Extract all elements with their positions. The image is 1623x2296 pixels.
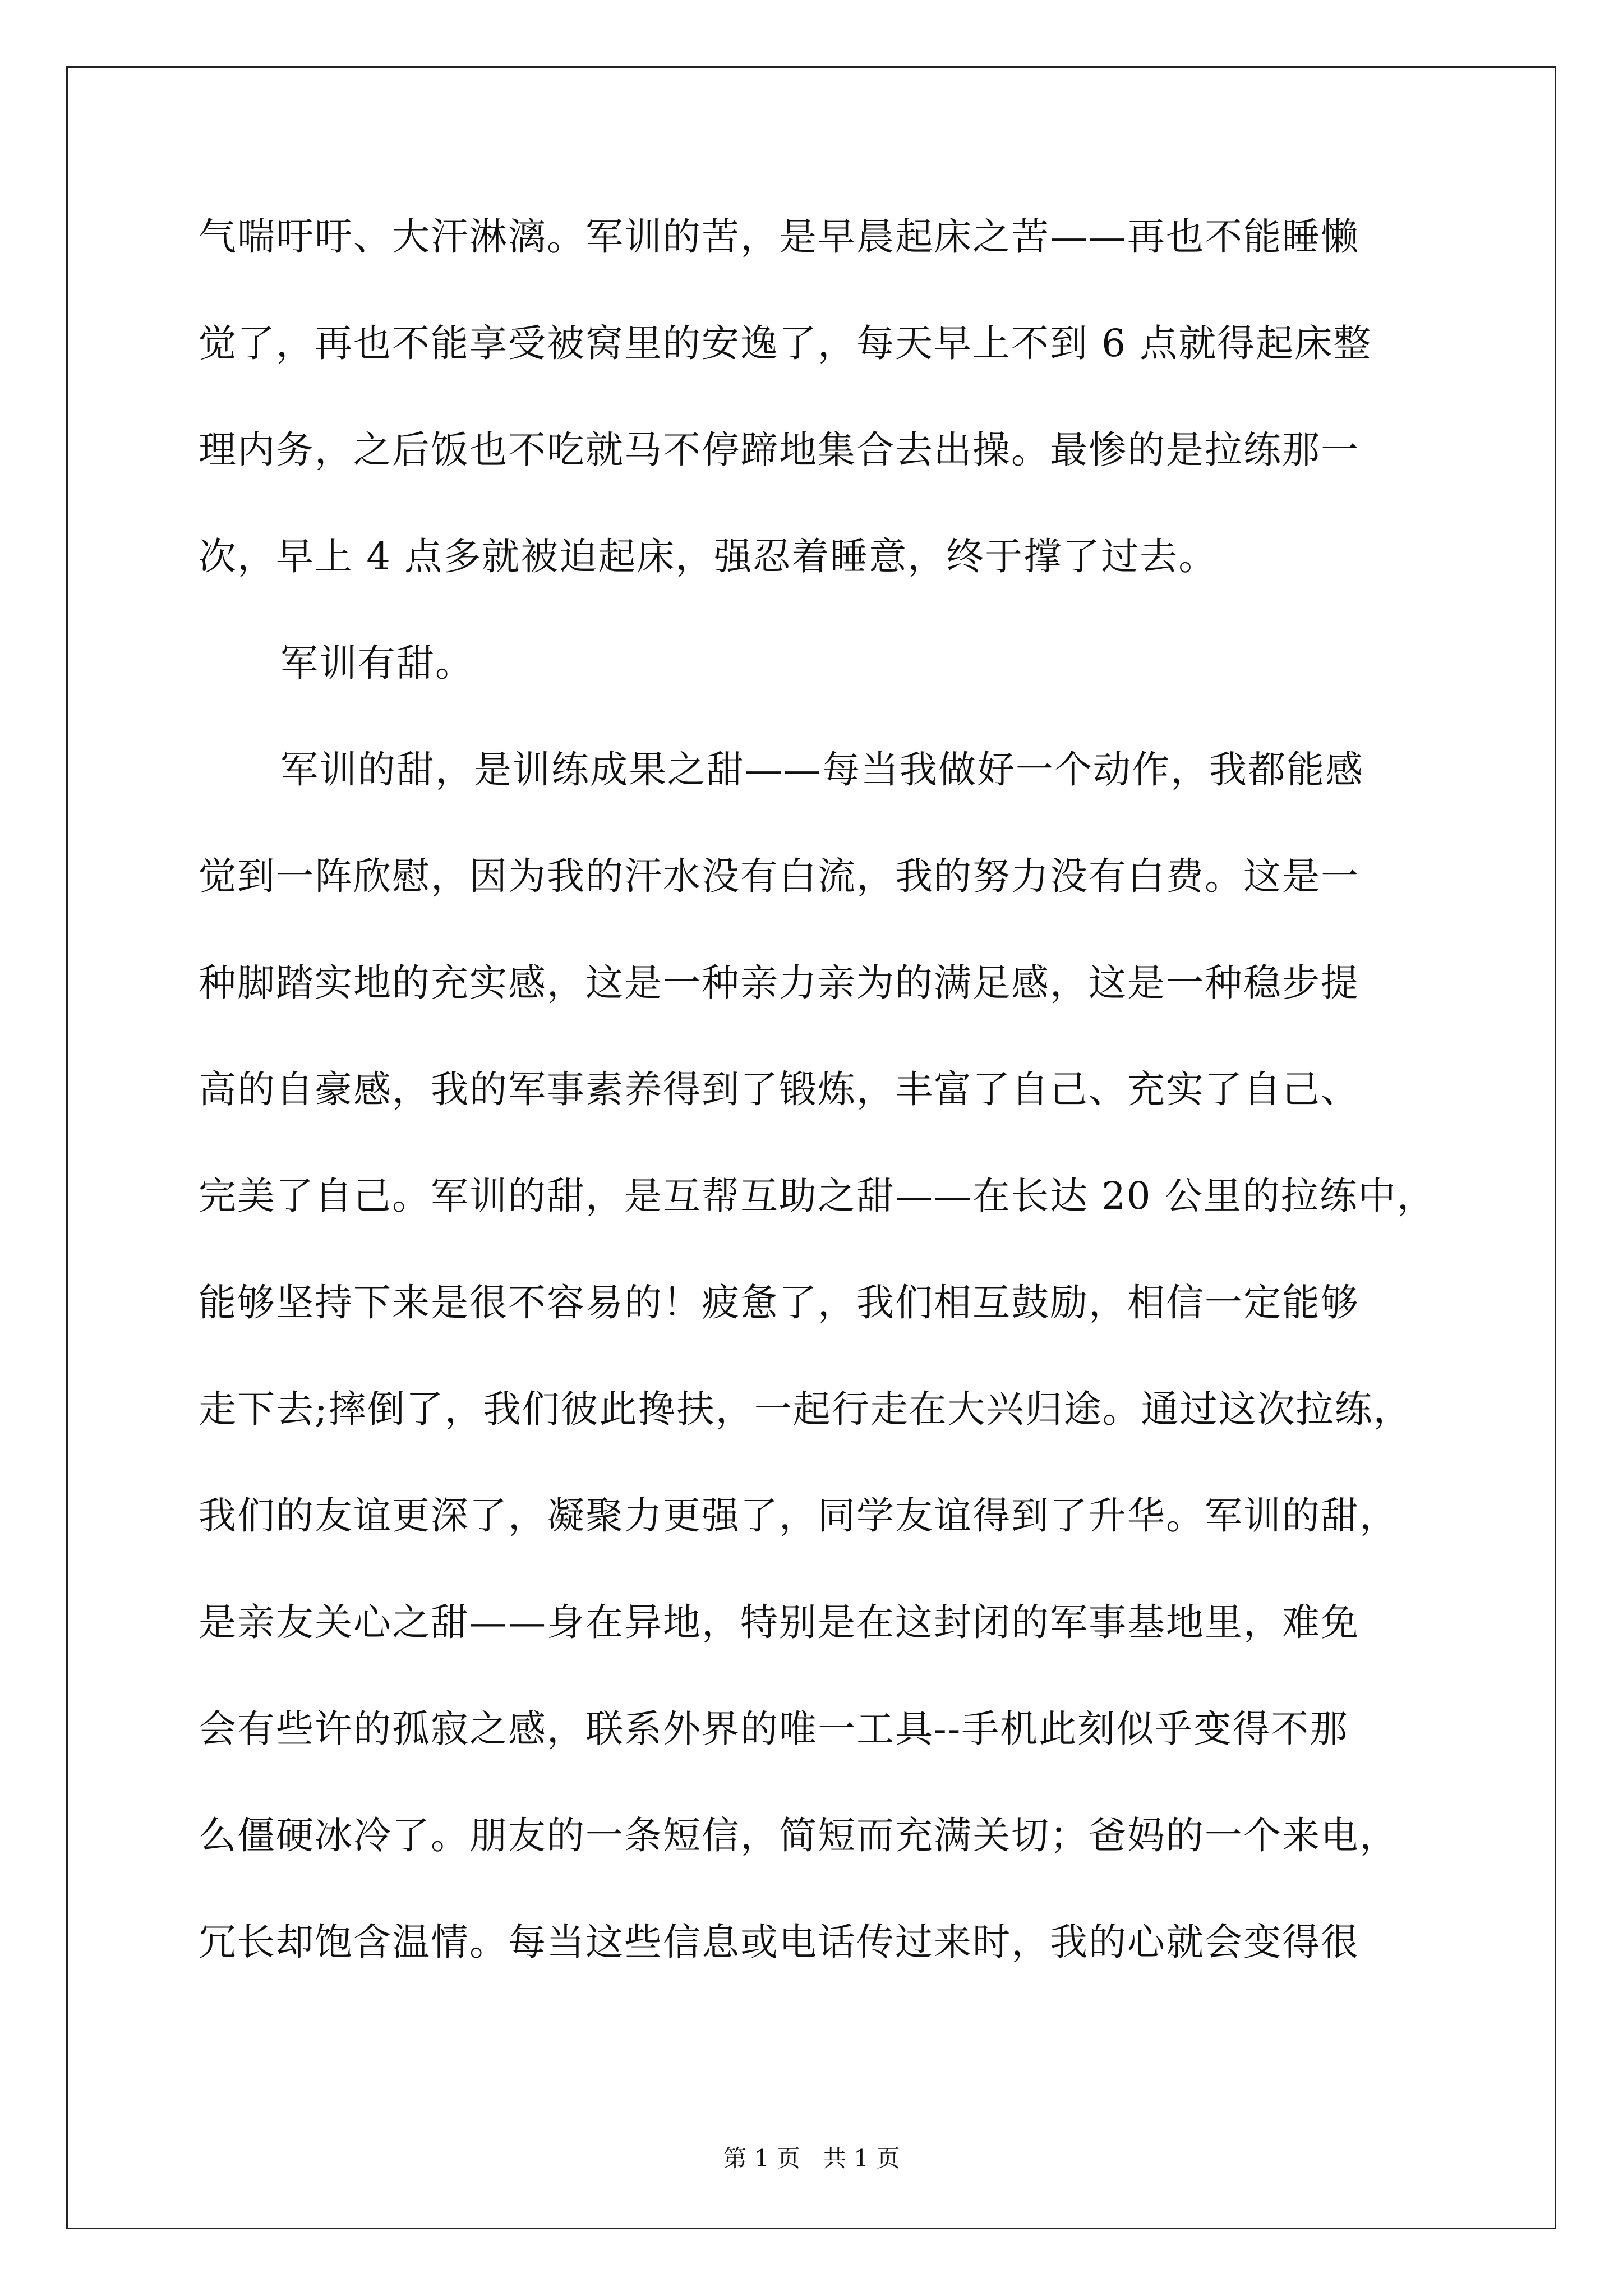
text-line: 种脚踏实地的充实感，这是一种亲力亲为的满足感，这是一种稳步提 xyxy=(199,961,1359,1005)
page-footer: 第 1 页 共 1 页 xyxy=(723,2145,900,2172)
text-line: 是亲友关心之甜——身在异地，特别是在这封闭的军事基地里，难免 xyxy=(199,1600,1359,1644)
text-line: 我们的友谊更深了，凝聚力更强了，同学友谊得到了升华。军训的甜， xyxy=(199,1494,1398,1538)
text-line: 理内务，之后饭也不吃就马不停蹄地集合去出操。最惨的是拉练那一 xyxy=(199,428,1359,472)
text-line: 么僵硬冰冷了。朋友的一条短信，简短而充满关切；爸妈的一个来电， xyxy=(199,1814,1398,1857)
text-line: 走下去;摔倒了，我们彼此搀扶，一起行走在大兴归途。通过这次拉练， xyxy=(199,1387,1412,1431)
text-line: 完美了自己。军训的甜，是互帮互助之甜——在长达 20 公里的拉练中， xyxy=(199,1174,1436,1218)
text-line: 觉到一阵欣慰，因为我的汗水没有白流，我的努力没有白费。这是一 xyxy=(199,854,1359,898)
text-line: 气喘吁吁、大汗淋漓。军训的苦，是早晨起床之苦——再也不能睡懒 xyxy=(199,215,1359,259)
text-line: 会有些许的孤寂之感，联系外界的唯一工具--手机此刻似乎变得不那 xyxy=(199,1707,1349,1751)
text-line: 高的自豪感，我的军事素养得到了锻炼，丰富了自己、充实了自己、 xyxy=(199,1068,1359,1111)
document-body xyxy=(199,215,1436,2032)
paragraph-heading: 军训有甜。 xyxy=(280,641,474,685)
text-line: 次，早上 4 点多就被迫起床，强忍着睡意，终于撑了过去。 xyxy=(199,535,1218,578)
text-line: 觉了，再也不能享受被窝里的安逸了，每天早上不到 6 点就得起床整 xyxy=(199,321,1372,365)
text-line: 军训的甜，是训练成果之甜——每当我做好一个动作，我都能感 xyxy=(280,748,1364,792)
text-line: 能够坚持下来是很不容易的！疲惫了，我们相互鼓励，相信一定能够 xyxy=(199,1281,1359,1324)
text-line: 冗长却饱含温情。每当这些信息或电话传过来时，我的心就会变得很 xyxy=(199,1920,1359,1964)
